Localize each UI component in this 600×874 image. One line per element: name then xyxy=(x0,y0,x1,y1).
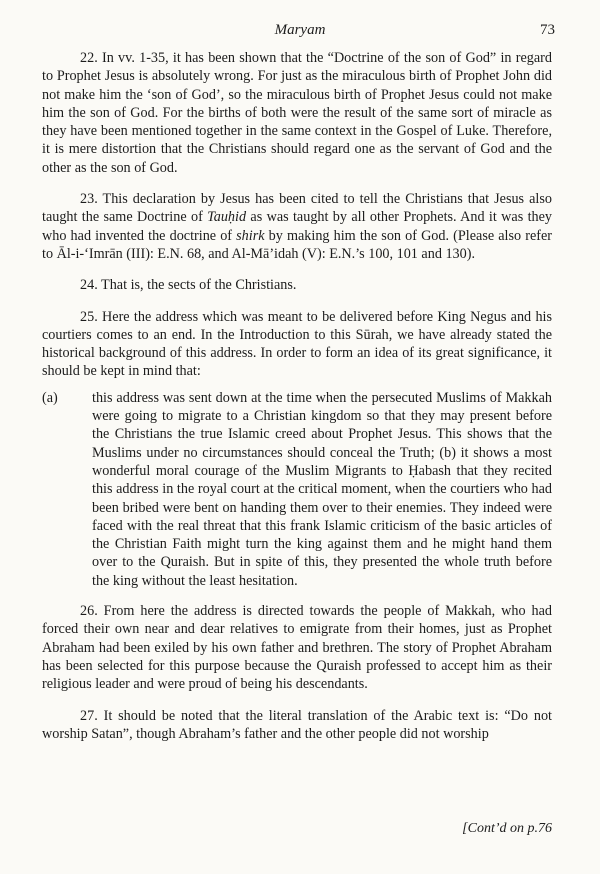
italic-term-shirk: shirk xyxy=(236,227,265,244)
page-number: 73 xyxy=(540,22,555,38)
note-22-paragraph: 22. In vv. 1-35, it has been shown that the “Doctrine of the son of God” in regard to Prophet Jesus is absolutely wrong. For just as the miraculous birth of Prophet John did not make him the ‘son of God’, so the miraculous birth of Prophet Jesus could not make him the son of God. For the births of both were the result of the same sort of miracle as they have been mentioned together in the same context in the Gospel of Luke. Therefore, it is mere distortion that the Christians should regard one as the servant of God and the other as the son of God. xyxy=(42,50,552,176)
list-item-label: (a) xyxy=(42,389,58,406)
note-24-paragraph: 24. That is, the sects of the Christians. xyxy=(80,277,297,294)
note-26-paragraph: 26. From here the address is directed towards the people of Makkah, who had forced their own near and dear relatives to emigrate from their homes, just as Prophet Abraham had been exiled by his own father and brethren. The story of Prophet Abraham has been selected for this purpose because the Quraish professed to accept him as their religious leader and were proud of being his descendants. xyxy=(42,603,552,693)
running-title: Maryam xyxy=(274,22,326,38)
body-text xyxy=(42,49,552,756)
note-25-list-item-a xyxy=(42,389,552,590)
continuation-note: [Cont’d on p.76 xyxy=(462,821,552,836)
list-item-text: this address was sent down at the time when the persecuted Muslims of Makkah were going to migrate to a Christian kingdom so that they may present before the Christians the true Islamic creed about Prophet Jesus. This shows that the Muslims under no circumstances should conceal the Truth; (b) it shows a most wonderful moral courage of the Muslim Migrants to Ḥabash that they recited this address in the royal court at the critical moment, when the courtiers who had been bribed were bent on handing them over to their enemies. They indeed were faced with the real threat that this frank Islamic criticism of the basic articles of the Christian Faith might turn the king against them and he might hand them over to the Quraish. But in spite of this, they presented the whole truth before the king without the least hesitation. xyxy=(92,389,552,589)
note-23-paragraph: 23. This declaration by Jesus has been cited to tell the Christians that Jesus also taught the same Doctrine of Tauḥid as was taught by all other Prophets. And it was they who had invented the doctrine of shirk by making him the son of God. (Please also refer to Āl-i-‘Imrān (III): E.N. 68, and Al-Mā’idah (V): E.N.’s 100, 101 and 130). xyxy=(42,191,553,262)
note-27-paragraph: 27. It should be noted that the literal translation of the Arabic text is: “Do not worship Satan”, though Abraham’s father and the other people did not worship xyxy=(42,707,552,742)
note-25-paragraph: 25. Here the address which was meant to be delivered before King Negus and his courtiers comes to an end. In the Introduction to this Sūrah, we have already stated the historical background of this address. In order to form an idea of its great significance, it should be kept in mind that: xyxy=(42,308,552,380)
italic-term-tauhid: Tauḥid xyxy=(207,209,247,226)
